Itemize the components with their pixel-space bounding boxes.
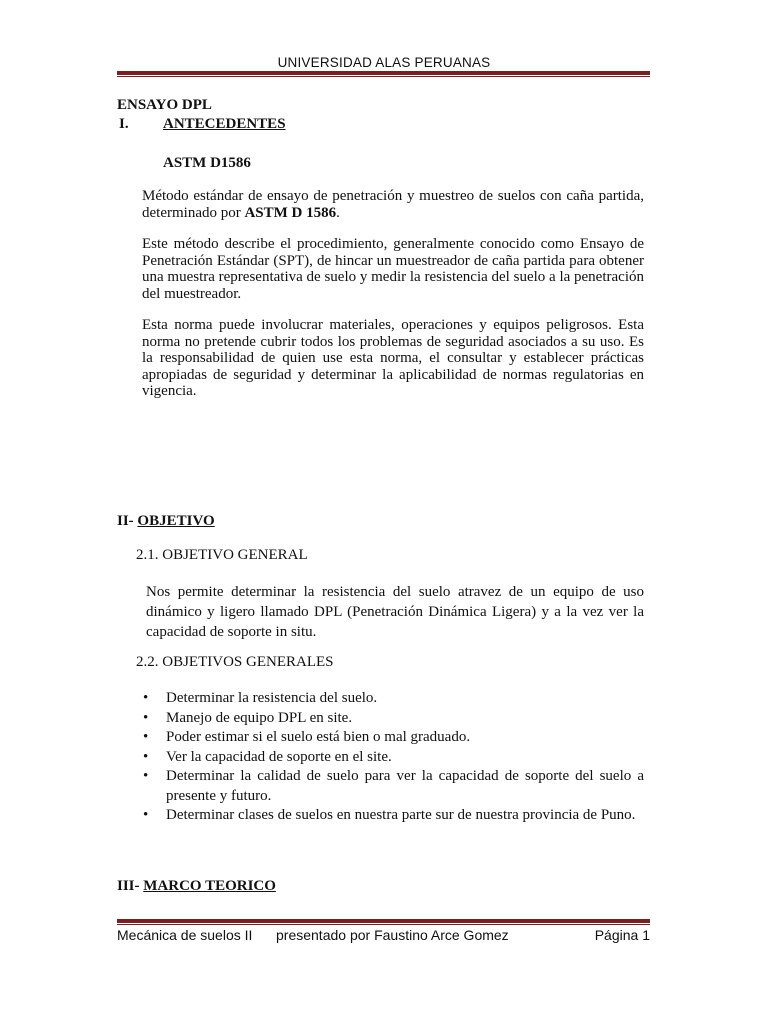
footer-course: Mecánica de suelos II	[117, 927, 253, 943]
header-rule	[117, 71, 650, 77]
document-title: ENSAYO DPL	[117, 97, 212, 113]
footer-rule	[117, 919, 650, 925]
objectives-list-subheading: 2.2. OBJETIVOS GENERALES	[136, 654, 334, 670]
section1-subheading: ASTM D1586	[163, 155, 251, 171]
section1-paragraph-1	[142, 188, 644, 221]
section1-heading: ANTECEDENTES	[163, 116, 286, 132]
objective-general-paragraph: Nos permite determinar la resistencia del suelo atravez de un equipo de uso dinámico y ligero llamado DPL (Penetración Dinámica Ligera) y a la vez ver la capacidad de soporte in situ.	[146, 584, 644, 640]
section1-paragraph-2: Este método describe el procedimiento, generalmente conocido como Ensayo de Penetración Estándar (SPT), de hincar un muestreador de caña partida para obtener una muestra representativa de suelo y medir la resistencia del suelo a la penetración del muestreador.	[142, 236, 644, 302]
section1-paragraph-3: Esta norma puede involucrar materiales, operaciones y equipos peligrosos. Esta norma no pretende cubrir todos los problemas de seguridad asociados a su uso. Es la responsabilidad de quien use esta norma, el consultar y establecer prácticas apropiadas de seguridad y determinar la aplicabilidad de normas regulatorias en vigencia.	[142, 317, 644, 399]
section3-heading: MARCO TEORICO	[143, 878, 276, 894]
p1-standard: ASTM D 1586	[244, 204, 337, 221]
list-item: • Determinar la calidad de suelo para ver la capacidad de soporte del suelo a presente y futuro.	[140, 767, 644, 806]
section3-number: III-	[117, 878, 140, 894]
objective-general-subheading: 2.1. OBJETIVO GENERAL	[136, 547, 308, 563]
section2-heading: OBJETIVO	[137, 513, 215, 529]
footer-page-number: Página 1	[594, 927, 650, 943]
section1-number: I.	[119, 116, 129, 132]
header-title: UNIVERSIDAD ALAS PERUANAS	[277, 55, 491, 70]
list-item: • Poder estimar si el suelo está bien o mal graduado.	[140, 728, 644, 748]
list-item: • Determinar clases de suelos en nuestra parte sur de nuestra provincia de Puno.	[140, 806, 644, 826]
footer-author: presentado por Faustino Arce Gomez	[276, 927, 509, 943]
p1-text: Método estándar de ensayo de penetración y muestreo de suelos con caña partida, determinado por	[142, 188, 644, 221]
list-item: • Manejo de equipo DPL en site.	[140, 709, 644, 729]
section2-heading-row	[117, 513, 215, 530]
section3-heading-row	[117, 878, 276, 895]
p1-end: .	[336, 204, 340, 221]
list-item: • Ver la capacidad de soporte en el site.	[140, 748, 644, 768]
objectives-list	[140, 689, 644, 826]
section2-number: II-	[117, 513, 134, 529]
list-item: • Determinar la resistencia del suelo.	[140, 689, 644, 709]
